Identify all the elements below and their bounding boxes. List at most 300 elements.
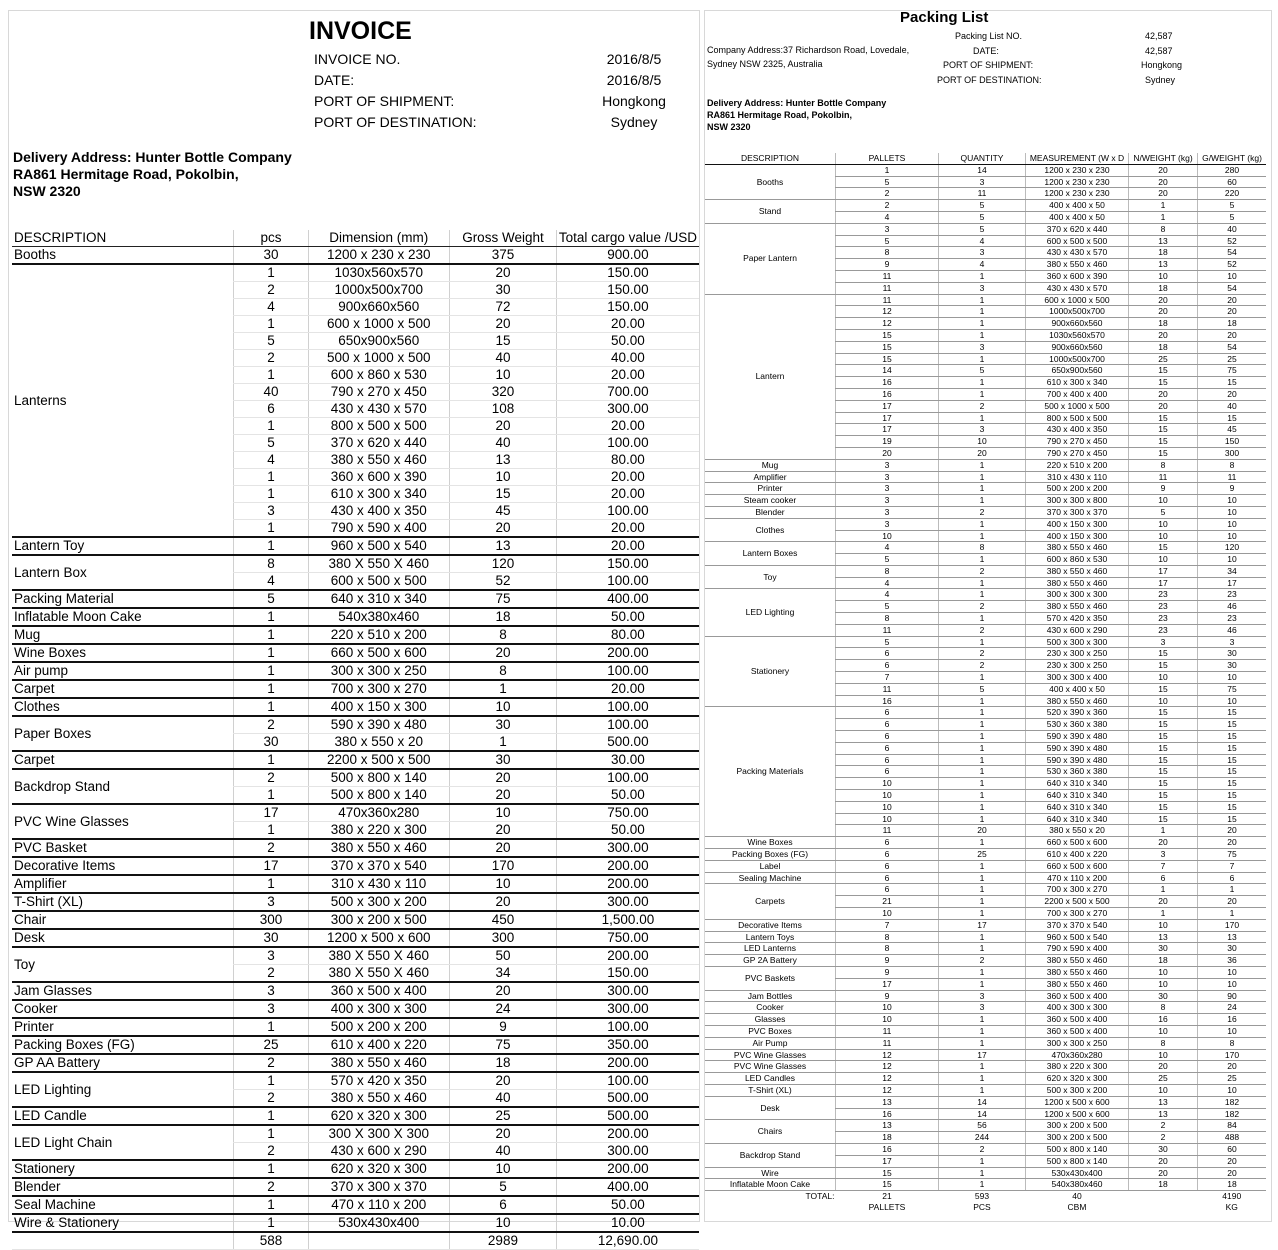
gross-weight-cell: 46 [1198, 624, 1267, 636]
quantity-cell: 2 [939, 1143, 1026, 1155]
quantity-cell: 17 [939, 919, 1026, 931]
total-cell: 21 [836, 1191, 939, 1202]
quantity-cell: 3 [939, 176, 1026, 188]
pcs-cell: 3 [234, 947, 308, 965]
item-description: Lantern Boxes [705, 542, 836, 566]
total-cell [1129, 1191, 1198, 1202]
pcs-cell: 1 [234, 316, 308, 333]
table-row [12, 537, 699, 555]
quantity-cell: 3 [939, 247, 1026, 259]
gross-weight-cell: 40 [1198, 400, 1267, 412]
value-cell: 900.00 [556, 247, 699, 265]
measurement-cell: 610 x 400 x 220 [1026, 849, 1129, 861]
net-weight-cell: 20 [1129, 329, 1198, 341]
quantity-cell: 1 [939, 860, 1026, 872]
value-cell: 200.00 [556, 1125, 699, 1143]
meta-value: 42,587 [1145, 45, 1173, 56]
pallets-cell: 11 [836, 683, 939, 695]
measurement-cell: 800 x 500 x 500 [1026, 412, 1129, 424]
pallets-cell: 12 [836, 1084, 939, 1096]
pallets-cell: 11 [836, 1037, 939, 1049]
value-cell: 20.00 [556, 680, 699, 698]
table-row [12, 804, 699, 822]
pallets-cell: 10 [836, 530, 939, 542]
pallets-cell: 15 [836, 341, 939, 353]
net-weight-cell: 17 [1129, 565, 1198, 577]
measurement-cell: 360 x 500 x 400 [1026, 1025, 1129, 1037]
quantity-cell: 5 [939, 365, 1026, 377]
net-weight-cell: 20 [1129, 1167, 1198, 1179]
gross-weight-cell: 15 [1198, 790, 1267, 802]
weight-cell: 20 [450, 264, 557, 282]
quantity-cell: 1 [939, 707, 1026, 719]
net-weight-cell: 13 [1129, 259, 1198, 271]
table-row [705, 849, 1266, 861]
blank-cell [308, 1232, 450, 1250]
gross-weight-cell: 9 [1198, 483, 1267, 495]
weight-cell: 10 [450, 469, 557, 486]
pallets-cell: 6 [836, 754, 939, 766]
quantity-cell: 1 [939, 837, 1026, 849]
quantity-cell: 1 [939, 1084, 1026, 1096]
table-row [705, 471, 1266, 483]
quantity-cell: 2 [939, 955, 1026, 967]
item-description: Clothes [12, 698, 234, 716]
value-cell: 500.00 [556, 1090, 699, 1108]
gross-weight-cell: 488 [1198, 1132, 1267, 1144]
weight-cell: 1 [450, 680, 557, 698]
quantity-cell: 1 [939, 577, 1026, 589]
item-description: Desk [705, 1096, 836, 1120]
pcs-cell: 2 [234, 1090, 308, 1108]
table-row [12, 1125, 699, 1143]
weight-cell: 20 [450, 1072, 557, 1090]
invoice-title: INVOICE [309, 17, 412, 45]
gross-weight-cell: 182 [1198, 1108, 1267, 1120]
table-row [12, 1178, 699, 1196]
pcs-cell: 3 [234, 982, 308, 1000]
company-line: Company Address:37 Richardson Road, Lovedale, [707, 45, 910, 55]
pallets-cell: 3 [836, 459, 939, 471]
weight-cell: 20 [450, 787, 557, 805]
item-description: Lanterns [12, 264, 234, 537]
measurement-cell: 590 x 390 x 480 [1026, 742, 1129, 754]
quantity-cell: 1 [939, 1025, 1026, 1037]
item-description: Chair [12, 911, 234, 929]
dimension-cell: 300 X 300 X 300 [308, 1125, 450, 1143]
table-row [12, 893, 699, 911]
quantity-cell: 1 [939, 978, 1026, 990]
gross-weight-cell: 10 [1198, 672, 1267, 684]
gross-weight-cell: 10 [1198, 495, 1267, 507]
item-description: Decorative Items [12, 857, 234, 875]
table-row [705, 966, 1266, 978]
measurement-cell: 400 x 300 x 300 [1026, 1002, 1129, 1014]
value-cell: 500.00 [556, 1107, 699, 1125]
meta-label: DATE: [314, 72, 355, 88]
weight-cell: 30 [450, 751, 557, 769]
pcs-cell: 4 [234, 452, 308, 469]
pallets-cell: 4 [836, 542, 939, 554]
value-cell: 100.00 [556, 716, 699, 734]
column-header: N/WEIGHT (kg) [1129, 153, 1198, 164]
table-row [12, 698, 699, 716]
measurement-cell: 380 x 550 x 20 [1026, 825, 1129, 837]
quantity-cell: 1 [939, 695, 1026, 707]
pcs-cell: 1 [234, 680, 308, 698]
pcs-cell: 1 [234, 1160, 308, 1178]
pallets-cell: 13 [836, 1120, 939, 1132]
pallets-cell: 3 [836, 518, 939, 530]
quantity-cell: 1 [939, 1061, 1026, 1073]
item-description: Blender [12, 1178, 234, 1196]
packing-delivery-address [707, 97, 886, 133]
item-description: Packing Boxes (FG) [12, 1036, 234, 1054]
measurement-cell: 500 x 300 x 200 [1026, 1084, 1129, 1096]
pcs-cell: 4 [234, 573, 308, 591]
table-row [705, 1120, 1266, 1132]
dimension-cell: 380 x 550 x 460 [308, 452, 450, 469]
measurement-cell: 380 x 550 x 460 [1026, 966, 1129, 978]
net-weight-cell: 15 [1129, 542, 1198, 554]
pcs-cell: 1 [234, 367, 308, 384]
net-weight-cell: 1 [1129, 884, 1198, 896]
measurement-cell: 230 x 300 x 250 [1026, 660, 1129, 672]
net-weight-cell: 18 [1129, 282, 1198, 294]
pallets-cell: 8 [836, 943, 939, 955]
quantity-cell: 5 [939, 683, 1026, 695]
item-description: Lantern Box [12, 555, 234, 590]
item-description: Stationery [705, 636, 836, 707]
column-header: Dimension (mm) [308, 230, 450, 247]
net-weight-cell: 10 [1129, 919, 1198, 931]
pallets-cell: 14 [836, 365, 939, 377]
measurement-cell: 500 x 1000 x 500 [1026, 400, 1129, 412]
pallets-cell: 6 [836, 860, 939, 872]
table-row [12, 982, 699, 1000]
measurement-cell: 380 x 220 x 300 [1026, 1061, 1129, 1073]
item-description: Air pump [12, 662, 234, 680]
net-weight-cell: 15 [1129, 754, 1198, 766]
weight-cell: 10 [450, 367, 557, 384]
pallets-cell: 10 [836, 790, 939, 802]
table-row [705, 1179, 1266, 1191]
net-weight-cell: 15 [1129, 436, 1198, 448]
dimension-cell: 380 x 550 x 20 [308, 734, 450, 752]
quantity-cell: 1 [939, 754, 1026, 766]
weight-cell: 9 [450, 1018, 557, 1036]
pcs-cell: 1 [234, 537, 308, 555]
item-description: PVC Wine Glasses [705, 1061, 836, 1073]
weight-cell: 15 [450, 333, 557, 350]
value-cell: 100.00 [556, 1018, 699, 1036]
gross-weight-cell: 15 [1198, 813, 1267, 825]
measurement-cell: 380 x 550 x 460 [1026, 601, 1129, 613]
value-cell: 300.00 [556, 839, 699, 857]
pallets-cell: 9 [836, 990, 939, 1002]
quantity-cell: 1 [939, 872, 1026, 884]
table-row [705, 1167, 1266, 1179]
gross-weight-cell: 5 [1198, 211, 1267, 223]
pcs-cell: 1 [234, 822, 308, 840]
table-row [12, 1036, 699, 1054]
pallets-cell: 11 [836, 270, 939, 282]
quantity-cell: 1 [939, 1037, 1026, 1049]
dimension-cell: 300 x 200 x 500 [308, 911, 450, 929]
measurement-cell: 360 x 500 x 400 [1026, 1014, 1129, 1026]
net-weight-cell: 10 [1129, 1025, 1198, 1037]
blank-cell [705, 1202, 836, 1213]
table-row [705, 884, 1266, 896]
value-cell: 150.00 [556, 282, 699, 299]
measurement-cell: 370 x 370 x 540 [1026, 919, 1129, 931]
quantity-cell: 1 [939, 554, 1026, 566]
gross-weight-cell: 25 [1198, 353, 1267, 365]
value-cell: 80.00 [556, 626, 699, 644]
table-row [705, 200, 1266, 212]
table-row [12, 716, 699, 734]
pallets-cell: 10 [836, 801, 939, 813]
net-weight-cell: 6 [1129, 872, 1198, 884]
net-weight-cell: 10 [1129, 695, 1198, 707]
net-weight-cell: 15 [1129, 365, 1198, 377]
net-weight-cell: 8 [1129, 459, 1198, 471]
quantity-cell: 1 [939, 306, 1026, 318]
net-weight-cell: 13 [1129, 235, 1198, 247]
pallets-cell: 5 [836, 235, 939, 247]
gross-weight-cell: 36 [1198, 955, 1267, 967]
value-cell: 400.00 [556, 1178, 699, 1196]
quantity-cell: 2 [939, 601, 1026, 613]
pcs-cell: 1 [234, 264, 308, 282]
gross-weight-cell: 15 [1198, 377, 1267, 389]
value-cell: 200.00 [556, 875, 699, 893]
value-cell: 100.00 [556, 503, 699, 520]
measurement-cell: 500 x 200 x 200 [1026, 483, 1129, 495]
item-description: Amplifier [705, 471, 836, 483]
measurement-cell: 1200 x 500 x 600 [1026, 1096, 1129, 1108]
weight-cell: 40 [450, 350, 557, 367]
weight-cell: 20 [450, 769, 557, 787]
dimension-cell: 790 x 270 x 450 [308, 384, 450, 401]
table-row [705, 483, 1266, 495]
net-weight-cell: 15 [1129, 731, 1198, 743]
table-row [705, 860, 1266, 872]
weight-cell: 320 [450, 384, 557, 401]
value-cell: 100.00 [556, 662, 699, 680]
weight-cell: 450 [450, 911, 557, 929]
dimension-cell: 360 x 600 x 390 [308, 469, 450, 486]
item-description: Blender [705, 506, 836, 518]
net-weight-cell: 1 [1129, 200, 1198, 212]
measurement-cell: 620 x 320 x 300 [1026, 1073, 1129, 1085]
quantity-cell: 1 [939, 1179, 1026, 1191]
table-row [12, 839, 699, 857]
pallets-cell: 4 [836, 211, 939, 223]
meta-label: INVOICE NO. [314, 51, 401, 67]
weight-cell: 13 [450, 537, 557, 555]
pallets-cell: 9 [836, 259, 939, 271]
table-row [705, 1143, 1266, 1155]
dimension-cell: 1200 x 500 x 600 [308, 929, 450, 947]
gross-weight-cell: 20 [1198, 825, 1267, 837]
table-row [12, 1214, 699, 1232]
item-description: PVC Boxes [705, 1025, 836, 1037]
pallets-cell: 15 [836, 1167, 939, 1179]
table-row [705, 1073, 1266, 1085]
gross-weight-cell: 15 [1198, 766, 1267, 778]
pallets-cell: 5 [836, 176, 939, 188]
pallets-cell: 12 [836, 1073, 939, 1085]
meta-label: Packing List NO. [955, 31, 1023, 41]
pallets-cell: 3 [836, 483, 939, 495]
pallets-cell: 3 [836, 471, 939, 483]
measurement-cell: 430 x 430 x 570 [1026, 247, 1129, 259]
item-description: Wine Boxes [705, 837, 836, 849]
gross-weight-cell: 15 [1198, 742, 1267, 754]
net-weight-cell: 20 [1129, 164, 1198, 176]
item-description: Packing Boxes (FG) [705, 849, 836, 861]
packing-table [705, 153, 1266, 1213]
table-row [12, 555, 699, 573]
pcs-cell: 2 [234, 1178, 308, 1196]
gross-weight-cell: 10 [1198, 530, 1267, 542]
net-weight-cell: 15 [1129, 766, 1198, 778]
address-line: RA861 Hermitage Road, Pokolbin, [13, 166, 239, 182]
dimension-cell: 660 x 500 x 600 [308, 644, 450, 662]
quantity-cell: 1 [939, 966, 1026, 978]
gross-weight-cell: 84 [1198, 1120, 1267, 1132]
table-row [705, 1014, 1266, 1026]
measurement-cell: 500 x 300 x 300 [1026, 636, 1129, 648]
net-weight-cell: 1 [1129, 211, 1198, 223]
item-description: PVC Baskets [705, 966, 836, 990]
pallets-cell: 10 [836, 813, 939, 825]
value-cell: 200.00 [556, 857, 699, 875]
table-row [12, 680, 699, 698]
item-description: Carpet [12, 751, 234, 769]
gross-weight-cell: 20 [1198, 388, 1267, 400]
weight-cell: 18 [450, 608, 557, 626]
weight-cell: 6 [450, 1196, 557, 1214]
quantity-cell: 1 [939, 1014, 1026, 1026]
pallets-cell: 20 [836, 447, 939, 459]
weight-cell: 15 [450, 486, 557, 503]
item-description: Inflatable Moon Cake [12, 608, 234, 626]
pallets-cell: 3 [836, 506, 939, 518]
measurement-cell: 400 x 150 x 300 [1026, 518, 1129, 530]
meta-value: Sydney [610, 114, 658, 130]
value-cell: 20.00 [556, 486, 699, 503]
gross-weight-cell: 10 [1198, 1025, 1267, 1037]
net-weight-cell: 15 [1129, 412, 1198, 424]
quantity-cell: 20 [939, 447, 1026, 459]
dimension-cell: 360 x 500 x 400 [308, 982, 450, 1000]
pallets-cell: 4 [836, 577, 939, 589]
measurement-cell: 230 x 300 x 250 [1026, 648, 1129, 660]
meta-value: Sydney [1145, 74, 1176, 85]
dimension-cell: 400 x 150 x 300 [308, 698, 450, 716]
net-weight-cell: 15 [1129, 648, 1198, 660]
gross-weight-cell: 8 [1198, 459, 1267, 471]
item-description: Booths [705, 164, 836, 199]
header-row [12, 230, 699, 247]
item-description: Sealing Machine [705, 872, 836, 884]
measurement-cell: 1030x560x570 [1026, 329, 1129, 341]
value-cell: 100.00 [556, 573, 699, 591]
unit-cell: CBM [1067, 1201, 1087, 1212]
value-cell: 400.00 [556, 590, 699, 608]
column-header: Total cargo value /USD [556, 230, 699, 247]
pcs-cell: 5 [234, 435, 308, 452]
gross-weight-cell: 11 [1198, 471, 1267, 483]
net-weight-cell: 20 [1129, 837, 1198, 849]
net-weight-cell: 5 [1129, 506, 1198, 518]
gross-weight-cell: 20 [1198, 837, 1267, 849]
weight-cell: 40 [450, 435, 557, 452]
gross-weight-cell: 220 [1198, 188, 1267, 200]
net-weight-cell: 10 [1129, 1084, 1198, 1096]
measurement-cell: 1200 x 230 x 230 [1026, 164, 1129, 176]
item-description: LED Lighting [705, 589, 836, 636]
table-row [705, 223, 1266, 235]
table-row [705, 459, 1266, 471]
pallets-cell: 8 [836, 247, 939, 259]
net-weight-cell: 2 [1129, 1132, 1198, 1144]
item-description: Air Pump [705, 1037, 836, 1049]
weight-cell: 10 [450, 698, 557, 716]
pallets-cell: 7 [836, 919, 939, 931]
table-row [705, 1037, 1266, 1049]
measurement-cell: 380 x 550 x 460 [1026, 542, 1129, 554]
value-cell: 750.00 [556, 804, 699, 822]
value-cell: 30.00 [556, 751, 699, 769]
gross-weight-cell: 10 [1198, 554, 1267, 566]
pallets-cell: 7 [836, 672, 939, 684]
pcs-cell: 2 [234, 282, 308, 299]
measurement-cell: 470 x 110 x 200 [1026, 872, 1129, 884]
gross-weight-cell: 10 [1198, 978, 1267, 990]
gross-weight-cell: 54 [1198, 282, 1267, 294]
table-row [12, 1160, 699, 1178]
quantity-cell: 1 [939, 742, 1026, 754]
gross-weight-cell: 52 [1198, 235, 1267, 247]
item-description: Clothes [705, 518, 836, 542]
quantity-cell: 1 [939, 353, 1026, 365]
net-weight-cell: 8 [1129, 1037, 1198, 1049]
pallets-cell: 12 [836, 318, 939, 330]
net-weight-cell: 18 [1129, 341, 1198, 353]
quantity-cell: 1 [939, 731, 1026, 743]
pallets-cell: 1 [836, 164, 939, 176]
gross-weight-cell: 90 [1198, 990, 1267, 1002]
dimension-cell: 380 x 550 x 460 [308, 839, 450, 857]
measurement-cell: 650x900x560 [1026, 365, 1129, 377]
table-row [705, 943, 1266, 955]
dimension-cell: 500 x 1000 x 500 [308, 350, 450, 367]
table-row [705, 990, 1266, 1002]
dimension-cell: 540x380x460 [308, 608, 450, 626]
weight-cell: 300 [450, 929, 557, 947]
weight-cell: 30 [450, 282, 557, 299]
item-description: Cooker [12, 1000, 234, 1018]
gross-weight-cell: 20 [1198, 1167, 1267, 1179]
net-weight-cell: 1 [1129, 825, 1198, 837]
gross-weight-cell: 60 [1198, 176, 1267, 188]
measurement-cell: 640 x 310 x 340 [1026, 813, 1129, 825]
net-weight-cell: 10 [1129, 495, 1198, 507]
net-weight-cell: 15 [1129, 719, 1198, 731]
